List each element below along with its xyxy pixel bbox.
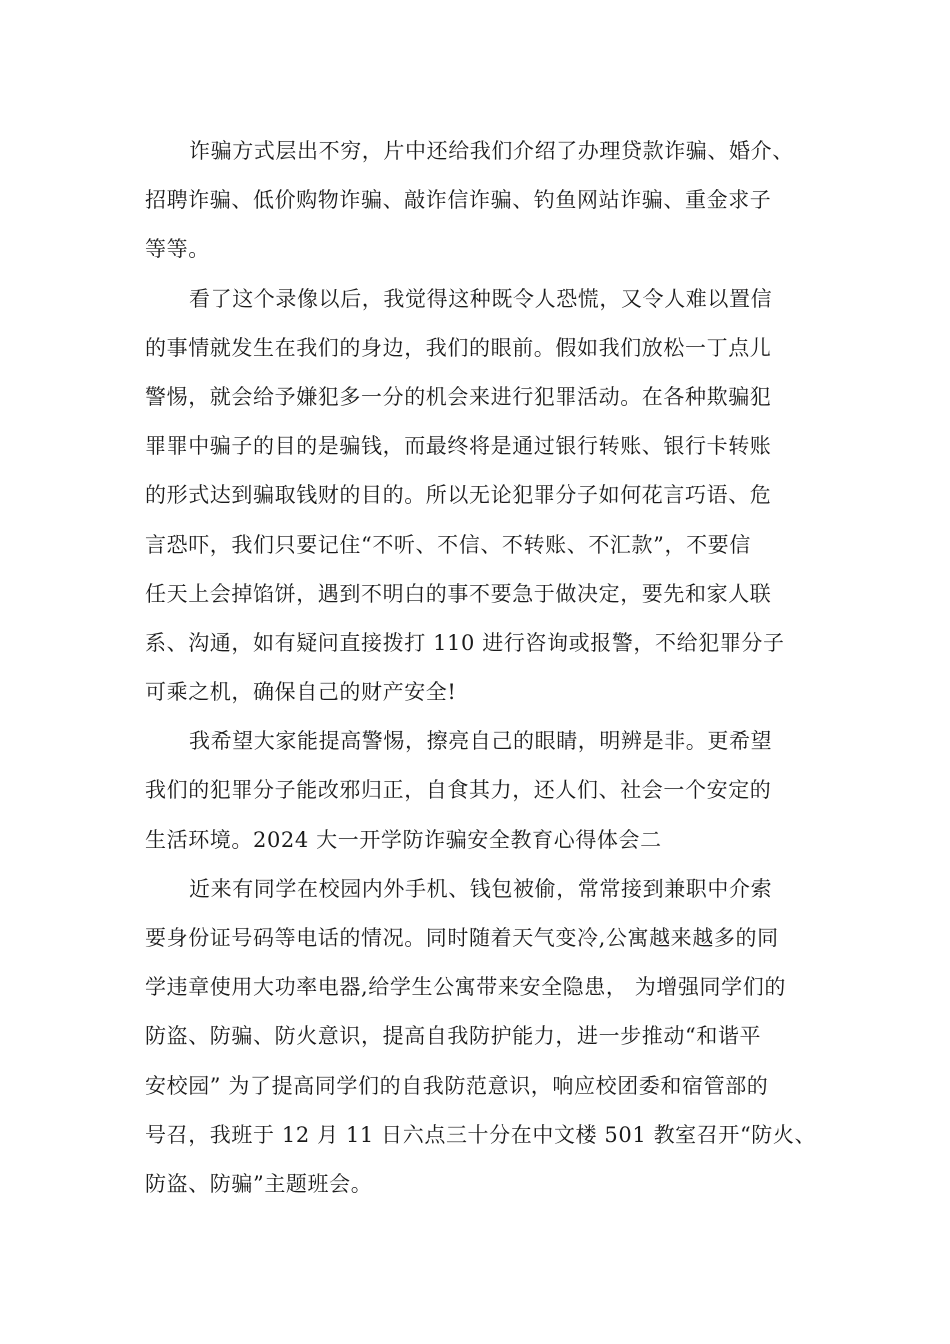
text-line: 任天上会掉馅饼，遇到不明白的事不要急于做决定，要先和家人联 xyxy=(145,581,772,606)
text-line: 防盗、防骗、防火意识，提高自我防护能力，进一步推动“和谐平 xyxy=(145,1024,762,1049)
text-line: 看了这个录像以后，我觉得这种既令人恐慌，又令人难以置信 xyxy=(189,286,773,311)
document-body xyxy=(145,127,817,1209)
text-line: 的形式达到骗取钱财的目的。所以无论犯罪分子如何花言巧语、危 xyxy=(145,483,772,508)
text-line: 防盗、防骗”主题班会。 xyxy=(145,1171,373,1196)
text-line: 警惕，就会给予嫌犯多一分的机会来进行犯罪活动。在各种欺骗犯 xyxy=(145,384,772,409)
text-line: 我希望大家能提高警惕，擦亮自己的眼睛，明辨是非。更希望 xyxy=(189,729,773,754)
text-line: 招聘诈骗、低价购物诈骗、敲诈信诈骗、钓鱼网站诈骗、重金求子 xyxy=(145,188,772,213)
text-line: 罪罪中骗子的目的是骗钱，而最终将是通过银行转账、银行卡转账 xyxy=(145,434,772,459)
text-line: 生活环境。2024 大一开学防诈骗安全教育心得体会二 xyxy=(145,827,662,852)
text-line: 我们的犯罪分子能改邪归正，自食其力，还人们、社会一个安定的 xyxy=(145,778,772,803)
text-line: 要身份证号码等电话的情况。同时随着天气变冷,公寓越来越多的同 xyxy=(145,926,779,950)
text-line: 安校园” 为了提高同学们的自我防范意识，响应校团委和宿管部的 xyxy=(145,1073,769,1098)
text-line: 言恐吓，我们只要记住“不听、不信、不转账、不汇款”，不要信 xyxy=(145,532,751,557)
text-line: 学违章使用大功率电器,给学生公寓带来安全隐患， 为增强同学们的 xyxy=(145,975,786,1000)
text-line: 等等。 xyxy=(145,237,210,262)
text-line: 可乘之机，确保自己的财产安全! xyxy=(145,680,457,705)
text-line: 的事情就发生在我们的身边，我们的眼前。假如我们放松一丁点儿 xyxy=(145,335,772,360)
text-line: 系、沟通，如有疑问直接拨打 110 进行咨询或报警，不给犯罪分子 xyxy=(145,630,785,655)
text-line: 诈骗方式层出不穷，片中还给我们介绍了办理贷款诈骗、婚介、 xyxy=(189,139,794,163)
text-line: 近来有同学在校园内外手机、钱包被偷，常常接到兼职中介索 xyxy=(189,876,773,901)
text-line: 号召，我班于 12 月 11 日六点三十分在中文楼 501 教室召开“防火、 xyxy=(145,1122,817,1147)
